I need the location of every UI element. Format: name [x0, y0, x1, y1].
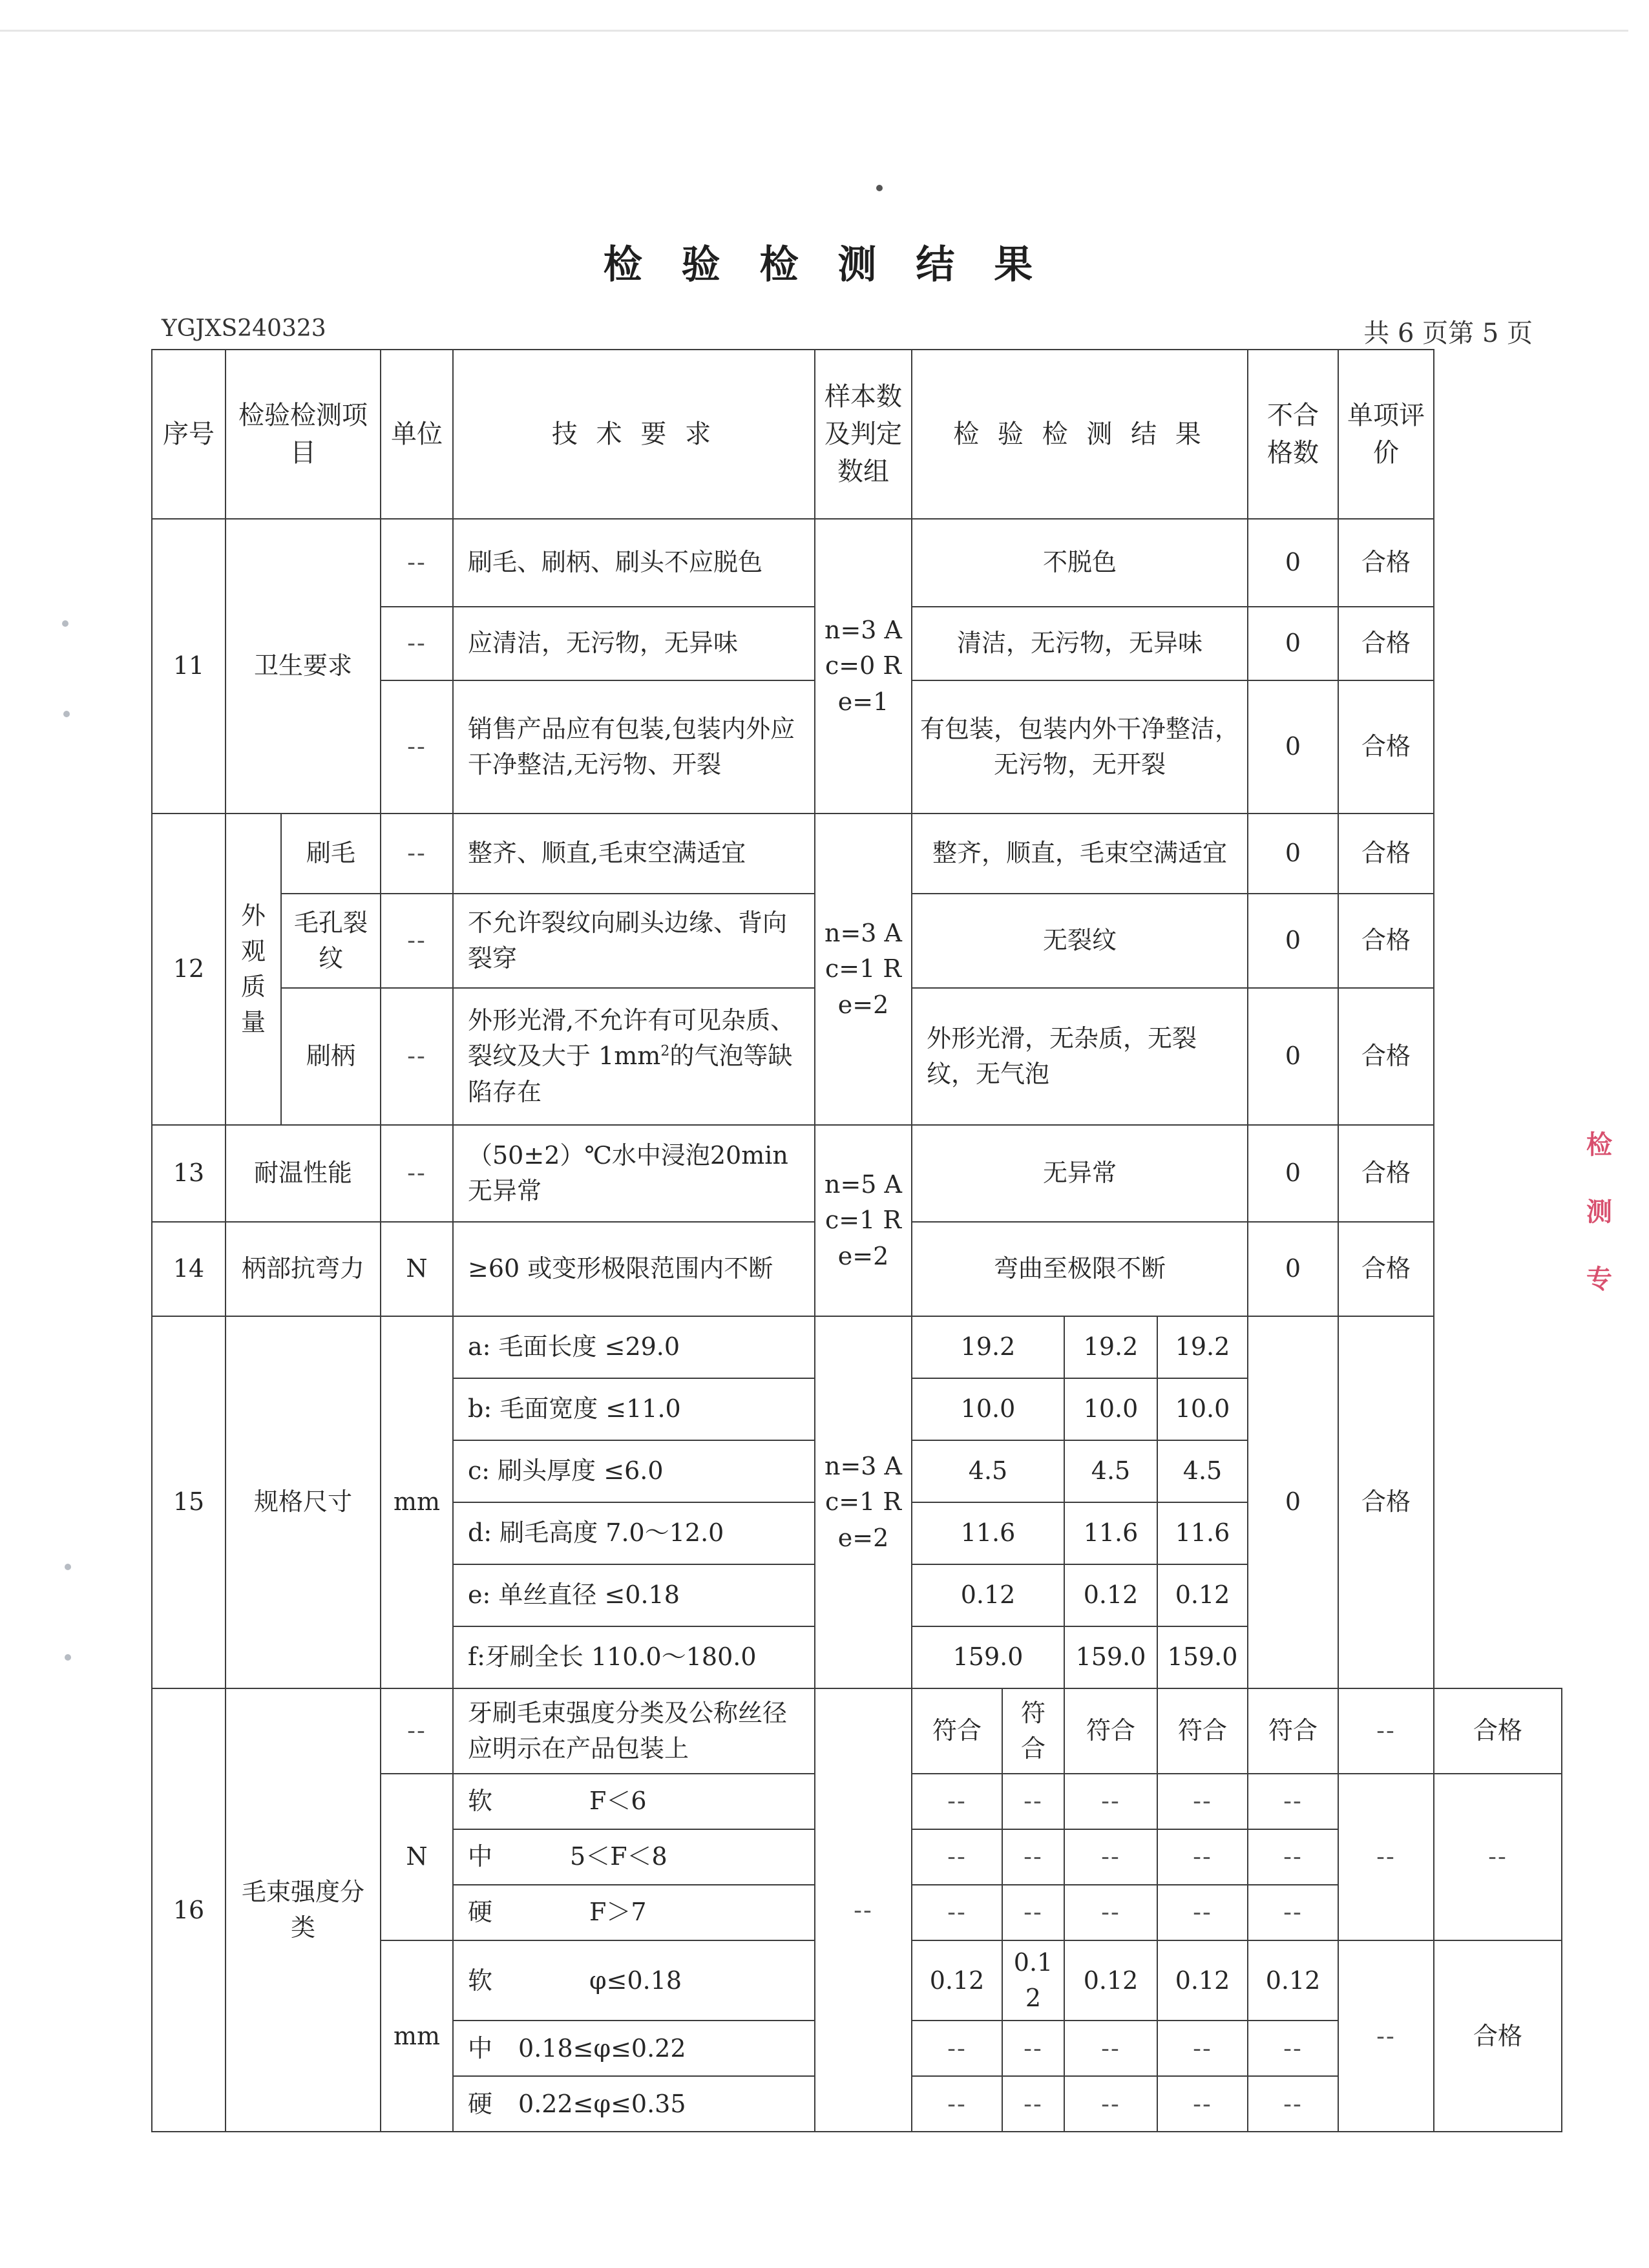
result-cell: --	[1002, 1829, 1064, 1885]
sample-cell: n=3 Ac=1 Re=2	[815, 1316, 912, 1688]
item-cell: 柄部抗弯力	[226, 1222, 381, 1316]
document-title: 检 验 检 测 结 果	[603, 242, 1046, 288]
measurement-cell: 4.5	[912, 1440, 1064, 1502]
unit-cell: N	[381, 1774, 453, 1940]
seq-cell: 12	[152, 814, 226, 1125]
result-cell: --	[1064, 2021, 1157, 2076]
evaluation-cell: 合格	[1338, 1316, 1434, 1688]
seq-cell: 14	[152, 1222, 226, 1316]
result-cell: --	[1157, 1829, 1248, 1885]
header-fail-count: 不合格数	[1248, 350, 1338, 519]
result-cell: 符合	[1002, 1688, 1064, 1774]
requirement-cell: b: 毛面宽度 ≤11.0	[453, 1378, 815, 1440]
header-item: 检验检测项目	[226, 350, 381, 519]
measurement-cell: 10.0	[912, 1378, 1064, 1440]
subitem-cell: 毛孔裂纹	[281, 894, 381, 988]
requirement-cell	[453, 2076, 815, 2132]
table-row	[152, 1316, 1562, 1378]
fail-count-cell: 0	[1248, 894, 1338, 988]
measurement-cell: 11.6	[912, 1502, 1064, 1564]
report-number: YGJXS240323	[162, 315, 326, 342]
grade-label: 中	[468, 1842, 493, 1871]
result-cell: --	[912, 1885, 1002, 1940]
scan-edge-line	[0, 30, 1628, 32]
result-cell: 符合	[1064, 1688, 1157, 1774]
result-cell: 符合	[1248, 1688, 1338, 1774]
result-cell: --	[1064, 2076, 1157, 2132]
table-header-row	[152, 350, 1562, 519]
evaluation-cell: 合格	[1338, 519, 1434, 607]
evaluation-cell: 合格	[1338, 1125, 1434, 1222]
measurement-cell: 11.6	[1157, 1502, 1248, 1564]
result-cell: 符合	[1157, 1688, 1248, 1774]
measurement-cell: 19.2	[912, 1316, 1064, 1378]
subitem-cell: 刷柄	[281, 988, 381, 1125]
evaluation-cell: --	[1434, 1774, 1562, 1940]
requirement-cell: 牙刷毛束强度分类及公称丝径应明示在产品包装上	[453, 1688, 815, 1774]
fail-count-cell: 0	[1248, 1222, 1338, 1316]
result-cell: 整齐，顺直，毛束空满适宜	[912, 814, 1248, 894]
grade-condition: 0.22≤φ≤0.35	[518, 2089, 686, 2118]
seal-stamp: 检 测 专	[1586, 1129, 1612, 1294]
fail-count-cell: --	[1338, 1774, 1434, 1940]
grade-label: 软	[468, 1966, 493, 1995]
fail-count-cell: --	[1338, 1940, 1434, 2132]
header-sample: 样本数及判定数组	[815, 350, 912, 519]
measurement-cell: 0.12	[912, 1564, 1064, 1626]
scan-speck	[65, 1564, 71, 1570]
requirement-cell: a: 毛面长度 ≤29.0	[453, 1316, 815, 1378]
header-requirement: 技 术 要 求	[453, 350, 815, 519]
measurement-cell: 159.0	[1157, 1626, 1248, 1688]
superscript: 2	[660, 1043, 670, 1060]
measurement-cell: 11.6	[1064, 1502, 1157, 1564]
requirement-cell: 刷毛、刷柄、刷头不应脱色	[453, 519, 815, 607]
grade-condition: F＜6	[589, 1787, 647, 1816]
header-evaluation: 单项评价	[1338, 350, 1434, 519]
header-result: 检 验 检 测 结 果	[912, 350, 1248, 519]
measurement-cell: 19.2	[1064, 1316, 1157, 1378]
fail-count-cell: 0	[1248, 607, 1338, 680]
scan-speck	[63, 711, 70, 717]
requirement-cell: 不允许裂纹向刷头边缘、背向裂穿	[453, 894, 815, 988]
result-cell: --	[912, 1774, 1002, 1829]
result-cell: --	[1248, 2076, 1338, 2132]
result-cell: --	[1157, 2076, 1248, 2132]
sample-cell: n=3 Ac=0 Re=1	[815, 519, 912, 814]
result-cell: --	[1064, 1829, 1157, 1885]
item-cell: 毛束强度分类	[226, 1688, 381, 2132]
unit-cell: --	[381, 607, 453, 680]
result-cell: --	[912, 2076, 1002, 2132]
evaluation-cell: 合格	[1338, 814, 1434, 894]
requirement-cell	[453, 1885, 815, 1940]
item-cell: 卫生要求	[226, 519, 381, 814]
requirement-cell: （50±2）℃水中浸泡20min 无异常	[453, 1125, 815, 1222]
result-cell: --	[912, 1829, 1002, 1885]
seq-cell: 11	[152, 519, 226, 814]
unit-cell: --	[381, 814, 453, 894]
requirement-cell	[453, 1940, 815, 2021]
requirement-cell	[453, 1774, 815, 1829]
evaluation-cell: 合格	[1434, 1940, 1562, 2132]
requirement-cell	[453, 1829, 815, 1885]
measurement-cell: 4.5	[1064, 1440, 1157, 1502]
grade-condition: φ≤0.18	[589, 1966, 682, 1995]
grade-label: 软	[468, 1787, 493, 1816]
requirement-cell	[453, 2021, 815, 2076]
result-cell: --	[1248, 2021, 1338, 2076]
result-cell: 不脱色	[912, 519, 1248, 607]
fail-count-cell: 0	[1248, 1125, 1338, 1222]
evaluation-cell: 合格	[1338, 894, 1434, 988]
measurement-cell: 0.12	[1064, 1564, 1157, 1626]
sample-cell: n=5 Ac=1 Re=2	[815, 1125, 912, 1316]
table-row	[152, 519, 1562, 607]
grade-condition: 5＜F＜8	[570, 1842, 667, 1871]
measurement-cell: 19.2	[1157, 1316, 1248, 1378]
unit-cell: --	[381, 894, 453, 988]
requirement-cell: 应清洁，无污物，无异味	[453, 607, 815, 680]
unit-cell: mm	[381, 1940, 453, 2132]
item-cell: 规格尺寸	[226, 1316, 381, 1688]
result-cell: --	[1002, 2076, 1064, 2132]
result-cell: 0.12	[1157, 1940, 1248, 2021]
result-cell: --	[1157, 2021, 1248, 2076]
header-seq: 序号	[152, 350, 226, 519]
evaluation-cell: 合格	[1434, 1688, 1562, 1774]
grade-condition: 0.18≤φ≤0.22	[518, 2033, 686, 2063]
scan-speck	[65, 1654, 71, 1661]
requirement-cell	[453, 988, 815, 1125]
results-table	[151, 349, 1562, 2132]
result-cell: 0.12	[1248, 1940, 1338, 2021]
table-row	[152, 1688, 1562, 1774]
sample-cell: --	[815, 1688, 912, 2132]
fail-count-cell: 0	[1248, 680, 1338, 814]
unit-cell: --	[381, 680, 453, 814]
fail-count-cell: --	[1338, 1688, 1434, 1774]
measurement-cell: 10.0	[1157, 1378, 1248, 1440]
result-cell: 符合	[912, 1688, 1002, 1774]
result-cell: 有包装，包装内外干净整洁，无污物，无开裂	[912, 680, 1248, 814]
page-indicator: 共 6 页第 5 页	[1363, 319, 1533, 348]
requirement-cell: 整齐、顺直,毛束空满适宜	[453, 814, 815, 894]
scan-speck	[62, 620, 68, 627]
seq-cell: 13	[152, 1125, 226, 1222]
result-cell: --	[1248, 1829, 1338, 1885]
scan-speck	[876, 185, 883, 191]
grade-label: 中	[468, 2033, 493, 2063]
requirement-cell: e: 单丝直径 ≤0.18	[453, 1564, 815, 1626]
result-cell: 弯曲至极限不断	[912, 1222, 1248, 1316]
fail-count-cell: 0	[1248, 814, 1338, 894]
result-cell: 0.12	[912, 1940, 1002, 2021]
measurement-cell: 0.12	[1157, 1564, 1248, 1626]
evaluation-cell: 合格	[1338, 680, 1434, 814]
result-cell: --	[1157, 1774, 1248, 1829]
result-cell: --	[1157, 1885, 1248, 1940]
result-cell: 无裂纹	[912, 894, 1248, 988]
seq-cell: 16	[152, 1688, 226, 2132]
evaluation-cell: 合格	[1338, 988, 1434, 1125]
fail-count-cell: 0	[1248, 519, 1338, 607]
result-cell: 0.12	[1002, 1940, 1064, 2021]
subitem-cell: 刷毛	[281, 814, 381, 894]
result-cell: --	[1248, 1885, 1338, 1940]
sample-cell: n=3 Ac=1 Re=2	[815, 814, 912, 1125]
unit-cell: --	[381, 1688, 453, 1774]
unit-cell: N	[381, 1222, 453, 1316]
requirement-text: 外形光滑,不允许有可见杂质、裂纹及大于 1mm	[468, 1006, 795, 1071]
measurement-cell: 10.0	[1064, 1378, 1157, 1440]
item-cell: 外观质量	[226, 814, 281, 1125]
result-cell: --	[1064, 1774, 1157, 1829]
requirement-cell: ≥60 或变形极限范围内不断	[453, 1222, 815, 1316]
seq-cell: 15	[152, 1316, 226, 1688]
evaluation-cell: 合格	[1338, 1222, 1434, 1316]
unit-cell: mm	[381, 1316, 453, 1688]
result-cell: 0.12	[1064, 1940, 1157, 2021]
result-cell: 无异常	[912, 1125, 1248, 1222]
table-row	[152, 1125, 1562, 1222]
fail-count-cell: 0	[1248, 988, 1338, 1125]
evaluation-cell: 合格	[1338, 607, 1434, 680]
requirement-cell: c: 刷头厚度 ≤6.0	[453, 1440, 815, 1502]
grade-label: 硬	[468, 2089, 493, 2118]
unit-cell: --	[381, 988, 453, 1125]
unit-cell: --	[381, 1125, 453, 1222]
requirement-cell: d: 刷毛高度 7.0～12.0	[453, 1502, 815, 1564]
result-cell: 外形光滑，无杂质，无裂纹，无气泡	[912, 988, 1248, 1125]
result-cell: --	[1002, 2021, 1064, 2076]
measurement-cell: 4.5	[1157, 1440, 1248, 1502]
requirement-cell: f:牙刷全长 110.0～180.0	[453, 1626, 815, 1688]
result-cell: 清洁，无污物，无异味	[912, 607, 1248, 680]
result-cell: --	[1002, 1774, 1064, 1829]
requirement-text: 的气泡等缺陷存在	[468, 1042, 793, 1106]
fail-count-cell: 0	[1248, 1316, 1338, 1688]
result-cell: --	[1248, 1774, 1338, 1829]
measurement-cell: 159.0	[912, 1626, 1064, 1688]
unit-cell: --	[381, 519, 453, 607]
result-cell: --	[1002, 1885, 1064, 1940]
grade-condition: F＞7	[589, 1898, 647, 1927]
result-cell: --	[1064, 1885, 1157, 1940]
result-cell: --	[912, 2021, 1002, 2076]
requirement-cell: 销售产品应有包装,包装内外应干净整洁,无污物、开裂	[453, 680, 815, 814]
measurement-cell: 159.0	[1064, 1626, 1157, 1688]
item-cell: 耐温性能	[226, 1125, 381, 1222]
table-row	[152, 814, 1562, 894]
header-unit: 单位	[381, 350, 453, 519]
grade-label: 硬	[468, 1898, 493, 1927]
